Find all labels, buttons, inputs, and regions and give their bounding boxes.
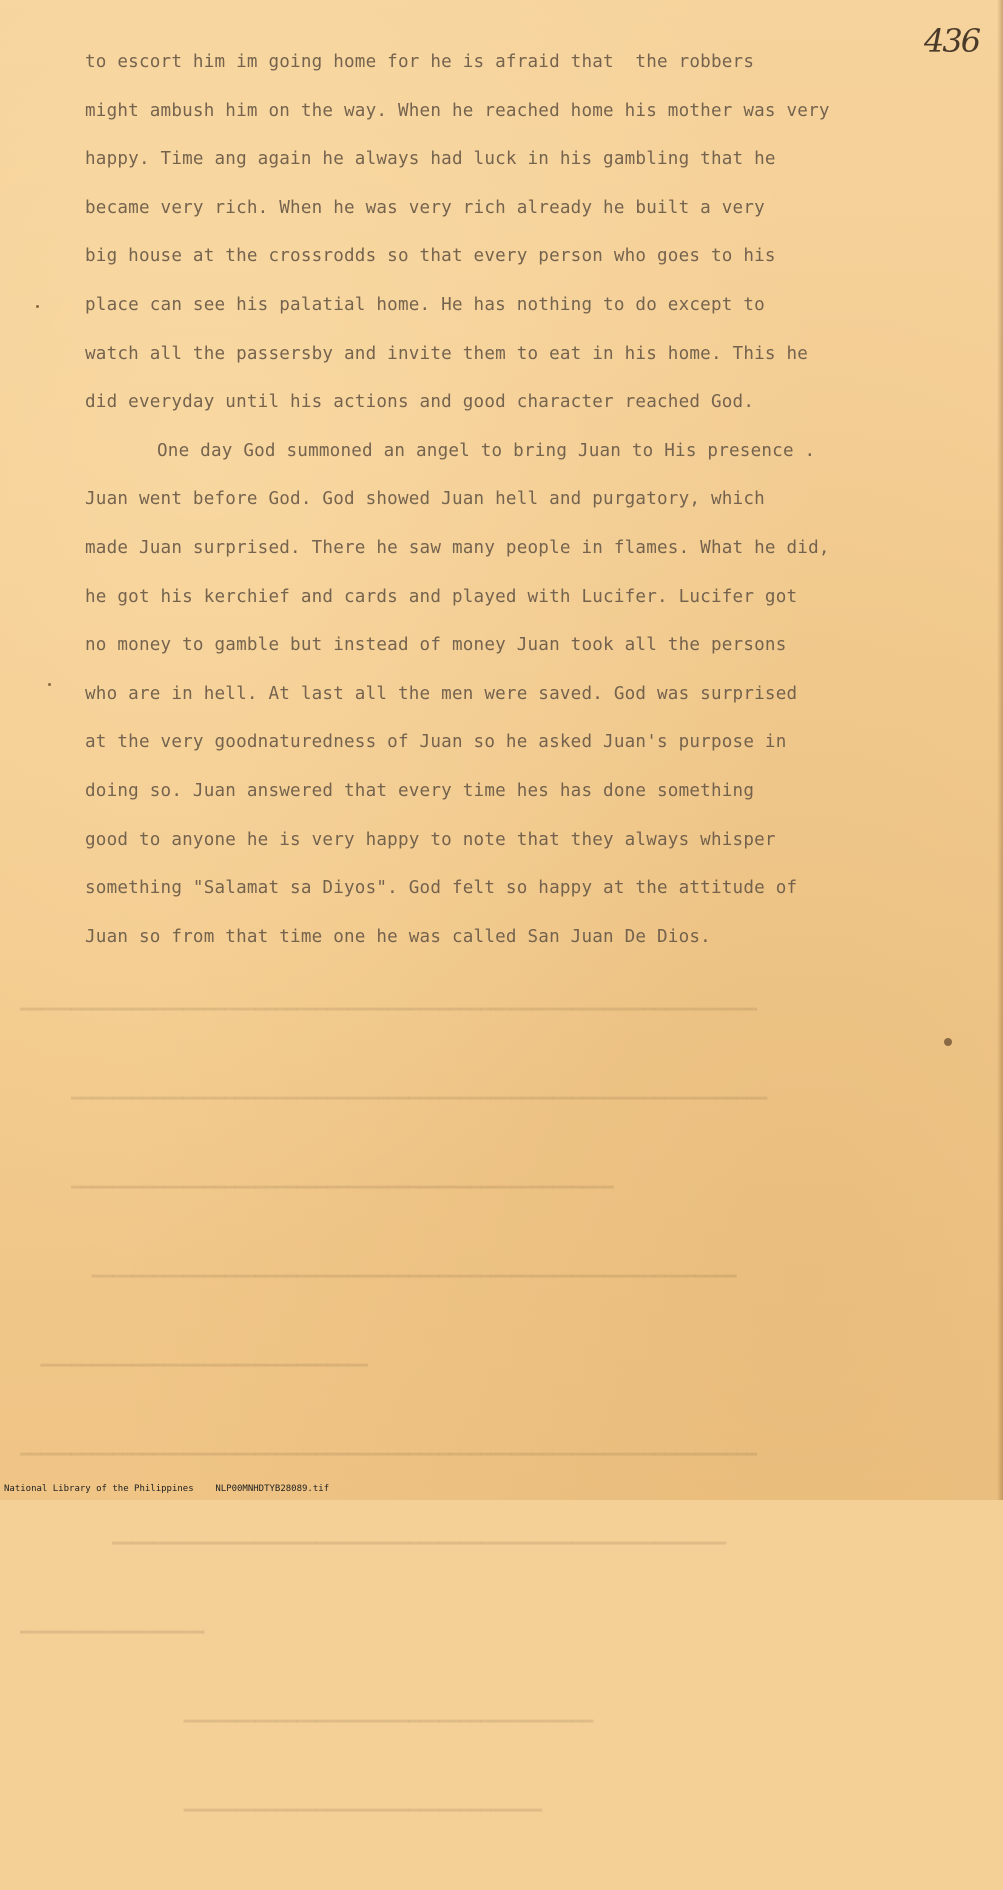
bleed-through-texture: ━━━━━━━━━━━━━━━━━━━━━━━━━━━━━━━━━━━━━━━━━━━━━━━━━━━━━━━━━━━━━━━━━━━━━━━━ ━━━━━━━━━━━━━━━━━━━━━━━━━━━━━━━━━━━━━━━━━━━━━━━━━━━━━━━━━━━━━━━━━━━━ ━━━━━━━━━━━━━━━━━━━━━━━━━━━━━━━━━━━━━━━━━━━━━━━━━━━━━ ━━━━━━━━━━━━━━━━━━━━━━━━━━━━━━━━━━━━━━━━━━━━━━━━━━━━━━━━━━━━━━━ ━━━━━━━━━━━━━━━━━━━━━━━━━━━━━━━━ ━━━━━━━━━━━━━━━━━━━━━━━━━━━━━━━━━━━━━━━━━━━━━━━━━━━━━━━━━━━━━━━━━━━━━━━━ ━━━━━━━━━━━━━━━━━━━━━━━━━━━━━━━━━━━━━━━━━━━━━━━━━━━━━━━━━━━━ ━━━━━━━━━━━━━━━━━━ ━━━━━━━━━━━━━━━━━━━━━━━━━━━━━━━━━━━━━━━━ ━━━━━━━━━━━━━━━━━━━━━━━━━━━━━━━━━━━ [20, 1000, 768, 1821]
ink-speck [48, 683, 51, 686]
ink-speck [944, 1038, 952, 1046]
text-line: might ambush him on the way. When he reached home his mother was very [85, 100, 830, 121]
text-line: Juan so from that time one he was called San Juan De Dios. [85, 926, 711, 947]
text-line: happy. Time ang again he always had luck in his gambling that he [85, 149, 776, 170]
archive-footer-label: National Library of the Philippines NLP00MNHDTYB28089.tif [4, 1484, 330, 1494]
text-line: who are in hell. At last all the men were saved. God was surprised [85, 683, 798, 704]
text-line: place can see his palatial home. He has nothing to do except to [85, 294, 765, 315]
page-number: 436 [924, 22, 980, 60]
text-line: he got his kerchief and cards and played with Lucifer. Lucifer got [85, 586, 798, 607]
paragraph-start-line: One day God summoned an angel to bring Juan to His presence . [157, 440, 816, 461]
text-line: doing so. Juan answered that every time hes has done something [85, 780, 755, 801]
text-line: something "Salamat sa Diyos". God felt so happy at the attitude of [85, 878, 798, 899]
text-line: good to anyone he is very happy to note that they always whisper [85, 829, 776, 850]
text-line: no money to gamble but instead of money Juan took all the persons [85, 635, 787, 656]
text-line: watch all the passersby and invite them to eat in his home. This he [85, 343, 809, 364]
text-line: did everyday until his actions and good character reached God. [85, 392, 755, 413]
text-line: Juan went before God. God showed Juan hell and purgatory, which [85, 489, 765, 510]
typed-text-body [85, 52, 965, 975]
text-line: at the very goodnaturedness of Juan so he asked Juan's purpose in [85, 732, 787, 753]
text-line: to escort him im going home for he is afraid that the robbers [85, 52, 755, 72]
text-line: became very rich. When he was very rich already he built a very [85, 197, 765, 218]
page-edge-shadow [997, 0, 1003, 1500]
ink-speck [36, 305, 39, 308]
text-line: big house at the crossrodds so that every person who goes to his [85, 246, 776, 267]
text-line: made Juan surprised. There he saw many people in flames. What he did, [85, 537, 830, 558]
